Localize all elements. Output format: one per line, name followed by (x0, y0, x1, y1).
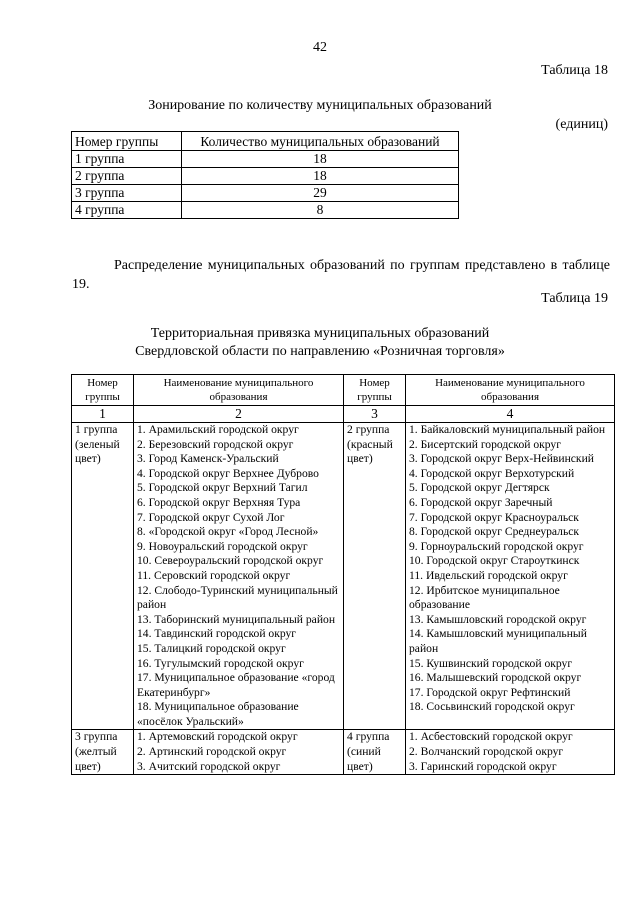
count-cell: 18 (182, 168, 459, 185)
group-cell: 3 группа (72, 185, 182, 202)
column-number-row (72, 406, 615, 423)
list-item: 5. Городской округ Верхний Тагил (137, 481, 308, 495)
municipality-list (134, 730, 344, 775)
municipality-list (406, 730, 615, 775)
column-number: 2 (134, 406, 344, 423)
table-header-row (72, 375, 615, 406)
table-row (72, 168, 459, 185)
count-cell: 8 (182, 202, 459, 219)
list-item: 5. Городской округ Дегтярск (409, 481, 550, 495)
column-number: 3 (344, 406, 406, 423)
column-number: 1 (72, 406, 134, 423)
table-row (72, 202, 459, 219)
group-cell: 1 группа (72, 151, 182, 168)
list-item: 7. Городской округ Красноуральск (409, 510, 579, 524)
table-18-caption: Таблица 18 (541, 63, 608, 78)
column-header: Номер группы (72, 132, 182, 151)
list-item: 15. Талицкий городской округ (137, 641, 286, 655)
list-item: 4. Городской округ Верхотурский (409, 466, 575, 480)
table-18 (71, 131, 459, 219)
group-cell: 4 группа (синий цвет) (344, 730, 406, 775)
table-19 (71, 374, 615, 775)
list-item: 18. Муниципальное образование «посёлок Уральский» (137, 700, 299, 728)
table-18-units: (единиц) (555, 117, 608, 132)
list-item: 3. Городской округ Верх-Нейвинский (409, 452, 594, 466)
table-19-title-line-2: Свердловской области по направлению «Розничная торговля» (135, 344, 505, 359)
list-item: 3. Ачитский городской округ (137, 759, 281, 773)
column-header: Наименование муниципального образования (134, 375, 344, 406)
list-item: 2. Артинский городской округ (137, 745, 287, 759)
column-header: Номер группы (344, 375, 406, 406)
body-paragraph: Распределение муниципальных образований по группам представлено в таблице 19. (72, 258, 610, 292)
table-row (72, 423, 615, 730)
list-item: 1. Арамильский городской округ (137, 423, 299, 436)
list-item: 17. Городской округ Рефтинский (409, 685, 571, 699)
list-item: 2. Березовский городской округ (137, 437, 294, 451)
list-item: 13. Камышловский городской округ (409, 612, 587, 626)
list-item: 16. Тугулымский городской округ (137, 656, 304, 670)
list-item: 6. Городской округ Верхняя Тура (137, 495, 301, 509)
list-item: 17. Муниципальное образование «город Екатеринбург» (137, 671, 335, 699)
list-item: 10. Североуральский городской округ (137, 554, 324, 568)
table-19-caption: Таблица 19 (541, 291, 608, 306)
column-header: Наименование муниципального образования (406, 375, 615, 406)
list-item: 15. Кушвинский городской округ (409, 656, 573, 670)
table-19-title-line-1: Территориальная привязка муниципальных образований (150, 326, 490, 341)
column-number: 4 (406, 406, 615, 423)
list-item: 10. Городской округ Староуткинск (409, 554, 580, 568)
list-item: 2. Бисертский городской округ (409, 437, 561, 451)
group-cell: 4 группа (72, 202, 182, 219)
list-item: 9. Новоуральский городской округ (137, 539, 308, 553)
table-row (72, 185, 459, 202)
group-cell: 3 группа (желтый цвет) (72, 730, 134, 775)
table-row (72, 730, 615, 775)
list-item: 14. Тавдинский городской округ (137, 627, 297, 641)
page-number: 42 (313, 40, 327, 55)
list-item: 2. Волчанский городской округ (409, 745, 564, 759)
count-cell: 29 (182, 185, 459, 202)
column-header: Количество муниципальных образований (182, 132, 459, 151)
list-item: 4. Городской округ Верхнее Дуброво (137, 466, 319, 480)
list-item: 7. Городской округ Сухой Лог (137, 510, 285, 524)
list-item: 11. Серовский городской округ (137, 568, 291, 582)
municipality-list (134, 423, 344, 730)
table-header-row (72, 132, 459, 151)
list-item: 3. Гаринский городской округ (409, 759, 557, 773)
group-cell: 2 группа (красный цвет) (344, 423, 406, 730)
list-item: 14. Камышловский муниципальный район (409, 627, 587, 655)
list-item: 12. Слободо-Туринский муниципальный район (137, 583, 338, 612)
municipality-list (406, 423, 615, 730)
table-18-title: Зонирование по количеству муниципальных образований (148, 98, 492, 113)
list-item: 11. Ивдельский городской округ (409, 568, 568, 582)
group-cell: 2 группа (72, 168, 182, 185)
table-row (72, 151, 459, 168)
list-item: 13. Таборинский муниципальный район (137, 612, 336, 626)
group-cell: 1 группа (зеленый цвет) (72, 423, 134, 730)
list-item: 1. Асбестовский городской округ (409, 730, 573, 744)
list-item: 9. Горноуральский городской округ (409, 539, 584, 553)
count-cell: 18 (182, 151, 459, 168)
list-item: 18. Сосьвинский городской округ (409, 700, 575, 714)
list-item: 8. «Городской округ «Город Лесной» (137, 525, 319, 539)
list-item: 1. Байкаловский муниципальный район (409, 423, 606, 436)
list-item: 6. Городской округ Заречный (409, 495, 553, 509)
list-item: 16. Малышевский городской округ (409, 671, 582, 685)
list-item: 3. Город Каменск-Уральский (137, 452, 279, 466)
column-header: Номер группы (72, 375, 134, 406)
list-item: 12. Ирбитское муниципальное образование (409, 583, 560, 612)
list-item: 1. Артемовский городской округ (137, 730, 298, 744)
list-item: 8. Городской округ Среднеуральск (409, 525, 580, 539)
